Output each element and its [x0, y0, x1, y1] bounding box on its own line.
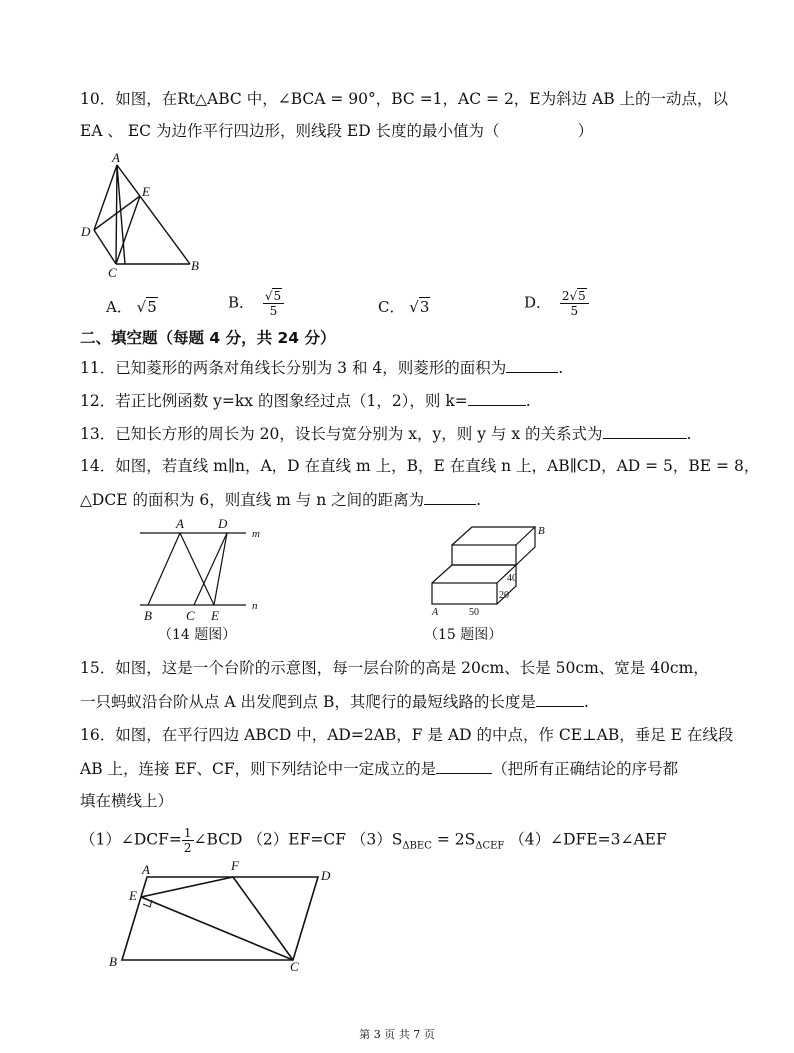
q16-label-f: F: [231, 858, 239, 873]
q12: 12．若正比例函数 y=kx 的图象经过点（1，2），则 k= .: [80, 389, 734, 412]
q14-label-b: B: [144, 608, 152, 623]
section-heading: 二、填空题（每题 4 分，共 24 分）: [80, 329, 336, 347]
q10-edge-ac: [116, 165, 117, 264]
q10-line2: [80, 120, 734, 142]
q14-label-e: E: [211, 608, 219, 623]
q15-step1-front: [432, 583, 497, 604]
q16-label-c: C: [290, 959, 299, 974]
q16-label-d: D: [321, 868, 331, 883]
q14-line1: 14．如图，若直线 m∥n，A，D 在直线 m 上，B，E 在直线 n 上，AB∥CD，AD = 5，BE = 8，: [80, 457, 760, 475]
q14-label-d: D: [218, 516, 228, 531]
q11: 11．已知菱形的两条对角线长分别为 3 和 4，则菱形的面积为 .: [80, 356, 734, 379]
q15-step2-top: [452, 527, 535, 545]
q15-label-b: B: [538, 525, 545, 537]
q16-seg-fc: [233, 877, 293, 960]
q14-seg-ae: [180, 533, 214, 605]
q15-label-40: 40: [507, 573, 517, 584]
q14-label-m: m: [252, 528, 260, 540]
q10-edge-de: [94, 196, 140, 230]
q15-line2: 一只蚂蚁沿台阶从点 A 出发爬到点 B，其爬行的最短线路的长度是 .: [80, 690, 734, 713]
q10-label-b: B: [191, 258, 199, 273]
q16-conclusions: （1）∠DCF= $\frac{1}{2}$ ∠BCD （2）EF=CF $(3)S_{\Delta BEC} = 2S_{\Delta CEF}$ （4）∠DFE=3∠AEF: [80, 826, 667, 855]
q10-label-d: D: [81, 224, 91, 239]
q10-edge-ec: [116, 196, 140, 264]
q14-seg-dc: [194, 533, 227, 605]
q14-label-c: C: [186, 608, 195, 623]
q16-blank[interactable]: [436, 757, 492, 774]
q15-step1-side: [497, 565, 516, 604]
q10-edge-dc: [94, 230, 116, 264]
q15-step2-front: [452, 545, 516, 565]
q16-seg-ef: [141, 877, 233, 897]
page-footer: 第 3 页 共 7 页: [359, 1028, 435, 1041]
q10-option-c: C． √3: [378, 298, 430, 316]
q10-option-a: A． √5: [106, 298, 157, 316]
q15-step1-top: [432, 565, 516, 583]
q14-seg-ab: [148, 533, 180, 605]
q14-label-n: n: [252, 600, 258, 612]
q15-caption: （15 题图）: [424, 627, 503, 643]
q14-seg-de: [214, 533, 227, 605]
q16-parallelogram: [122, 877, 318, 960]
q16-line3: 填在横线上）: [80, 792, 174, 810]
q13-blank[interactable]: [603, 422, 687, 439]
q15-label-20: 20: [499, 590, 509, 601]
q16-seg-ec: [141, 897, 293, 960]
q12-blank[interactable]: [468, 389, 526, 406]
q10-option-d: D． $\frac{2√5}{5}$: [524, 289, 589, 318]
q15-label-a: A: [432, 607, 439, 618]
q10-option-b: B． $\frac{√5}{5}$: [228, 289, 284, 318]
q16-label-a: A: [142, 862, 150, 877]
q10-edge-ad: [94, 165, 117, 230]
q14-line2: △DCE 的面积为 6，则直线 m 与 n 之间的距离为 .: [80, 488, 734, 511]
q10-label-e: E: [142, 184, 150, 199]
q14-caption: （14 题图）: [158, 627, 237, 643]
q14-blank[interactable]: [424, 488, 476, 505]
q16-label-e: E: [129, 888, 137, 903]
q13: 13．已知长方形的周长为 20，设长与宽分别为 x，y，则 y 与 x 的关系式为 .: [80, 422, 734, 445]
q10-label-c: C: [108, 265, 117, 280]
q16-label-b: B: [109, 954, 117, 969]
q15-step2-side: [516, 527, 535, 565]
q16-right-angle-mark: [143, 900, 152, 907]
q16-line2: AB 上，连接 EF、CF，则下列结论中一定成立的是 （把所有正确结论的序号都: [80, 757, 734, 780]
q10-edge-inner: [117, 165, 125, 264]
q10-line2-end: ）: [577, 122, 594, 140]
q15-line1: 15．如图，这是一个台阶的示意图，每一层台阶的高是 20cm、长是 50cm、宽是 40cm，: [80, 659, 709, 677]
q16-fraction: $\frac{1}{2}$: [183, 826, 192, 855]
q10-line2-text: EA 、 EC 为边作平行四边形，则线段 ED 长度的最小值为（: [80, 122, 500, 140]
q10-label-a: A: [112, 150, 120, 165]
q10-line1: 10．如图，在Rt△ABC 中，∠BCA = 90°，BC =1，AC = 2，E为斜边 AB 上的一动点，以: [80, 90, 729, 108]
q15-blank[interactable]: [536, 690, 584, 707]
q14-label-a: A: [176, 516, 184, 531]
q11-blank[interactable]: [506, 356, 558, 373]
q15-label-50: 50: [469, 607, 479, 618]
q16-line1: 16．如图，在平行四边 ABCD 中，AD=2AB，F 是 AD 的中点，作 CE⊥AB，垂足 E 在线段: [80, 726, 734, 744]
q10-edge-ab: [117, 165, 190, 264]
